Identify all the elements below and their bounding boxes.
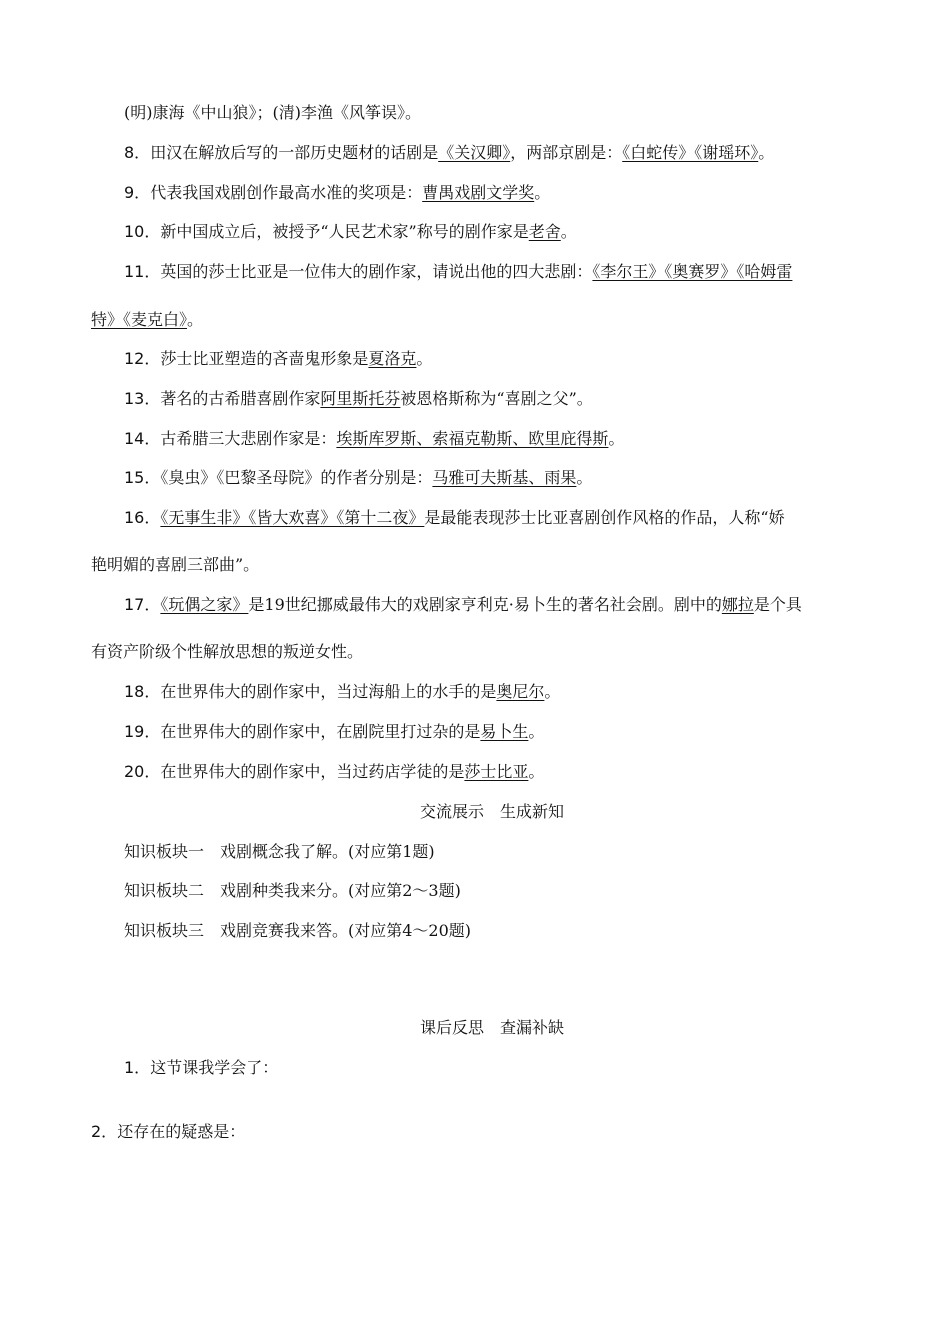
answer-underlined: 老舍 <box>528 222 561 241</box>
paragraph-line-0 <box>124 103 421 123</box>
question-text: 。 <box>534 183 551 202</box>
question-text: 新中国成立后，被授予“人民艺术家”称号的剧作家是 <box>160 222 529 241</box>
question-number: 18． <box>124 682 161 701</box>
answer-underlined: 《关汉卿》 <box>438 143 511 162</box>
question-9 <box>124 183 550 203</box>
question-text: 。 <box>544 682 561 701</box>
reflection-question-1 <box>124 1058 278 1078</box>
question-17-continued <box>91 642 363 662</box>
question-text: 代表我国戏剧创作最高水准的奖项是： <box>150 183 423 202</box>
question-number: 14． <box>124 429 161 448</box>
question-text: 是19世纪挪威最伟大的戏剧家亨利克·易卜生的著名社会剧。剧中的 <box>248 595 722 614</box>
question-text: 。 <box>560 222 577 241</box>
question-13 <box>124 389 593 409</box>
question-17 <box>124 595 802 615</box>
answer-underlined: 娜拉 <box>721 595 754 614</box>
question-number: 13． <box>124 389 161 408</box>
answer-underlined: 莎士比亚 <box>464 762 529 781</box>
question-text: 。 <box>758 143 775 162</box>
answer-underlined: 《无事生非》《皆大欢喜》《第十二夜》 <box>160 508 425 527</box>
question-number: 10． <box>124 222 161 241</box>
question-text: 艳明媚的喜剧三部曲”。 <box>91 555 260 574</box>
question-text: 还存在的疑惑是： <box>117 1122 246 1141</box>
answer-underlined: 《李尔王》《奥赛罗》《哈姆雷 <box>592 262 793 281</box>
question-text: 在世界伟大的剧作家中，当过药店学徒的是 <box>160 762 465 781</box>
question-number: 19． <box>124 722 161 741</box>
question-text: 。 <box>576 468 593 487</box>
question-text: 古希腊三大悲剧作家是： <box>160 429 337 448</box>
question-number: 1． <box>124 1058 151 1077</box>
question-number: 16． <box>124 508 161 527</box>
question-16 <box>124 508 785 528</box>
question-text: 。 <box>528 762 545 781</box>
question-number: 9． <box>124 183 151 202</box>
answer-underlined: 曹禺戏剧文学奖 <box>422 183 535 202</box>
answer-underlined: 易卜生 <box>480 722 529 741</box>
question-10 <box>124 222 577 242</box>
question-number: 17． <box>124 595 161 614</box>
question-12 <box>124 349 432 369</box>
question-15 <box>124 468 592 488</box>
line-text: (明)康海《中山狼》；(清)李渔《风筝误》。 <box>124 103 421 122</box>
question-text: 被恩格斯称为“喜剧之父”。 <box>400 389 593 408</box>
question-number: 8． <box>124 143 151 162</box>
question-text: 在世界伟大的剧作家中，在剧院里打过杂的是 <box>160 722 481 741</box>
knowledge-block-2: 知识板块二 戏剧种类我来分。(对应第2～3题) <box>124 881 461 900</box>
question-number: 20． <box>124 762 161 781</box>
question-text: ，两部京剧是： <box>510 143 623 162</box>
question-20 <box>124 762 544 782</box>
question-16-continued <box>91 555 259 575</box>
question-18 <box>124 682 560 702</box>
answer-underlined: 特》《麦克白》 <box>91 310 188 329</box>
question-19 <box>124 722 544 742</box>
question-14 <box>124 429 624 449</box>
question-number: 15． <box>124 468 161 487</box>
knowledge-block-1: 知识板块一 戏剧概念我了解。(对应第1题) <box>124 842 435 861</box>
answer-underlined: 马雅可夫斯基、雨果 <box>432 468 577 487</box>
question-11 <box>124 262 792 282</box>
question-text: 。 <box>187 310 204 329</box>
question-text: 莎士比亚塑造的吝啬鬼形象是 <box>160 349 369 368</box>
answer-underlined: 奥尼尔 <box>496 682 545 701</box>
answer-underlined: 《玩偶之家》 <box>160 595 249 614</box>
question-text: 是个具 <box>753 595 802 614</box>
question-11-continued <box>91 310 203 330</box>
section-heading-exchange: 交流展示 生成新知 <box>419 802 564 821</box>
question-text: 是最能表现莎士比亚喜剧创作风格的作品，人称“娇 <box>424 508 785 527</box>
question-number: 12． <box>124 349 161 368</box>
answer-underlined: 阿里斯托芬 <box>320 389 401 408</box>
answer-underlined: 埃斯库罗斯、索福克勒斯、欧里庇得斯 <box>336 429 609 448</box>
question-text: 这节课我学会了： <box>150 1058 279 1077</box>
question-text: 。 <box>416 349 433 368</box>
question-text: 田汉在解放后写的一部历史题材的话剧是 <box>150 143 439 162</box>
knowledge-block-3: 知识板块三 戏剧竞赛我来答。(对应第4～20题) <box>124 921 472 940</box>
question-text: 英国的莎士比亚是一位伟大的剧作家，请说出他的四大悲剧： <box>160 262 593 281</box>
question-8 <box>124 143 774 163</box>
answer-underlined: 《白蛇传》《谢瑶环》 <box>622 143 759 162</box>
question-number: 11． <box>124 262 161 281</box>
question-text: 。 <box>608 429 625 448</box>
section-heading-reflection: 课后反思 查漏补缺 <box>419 1018 564 1037</box>
question-number: 2． <box>91 1122 118 1141</box>
question-text: 在世界伟大的剧作家中，当过海船上的水手的是 <box>160 682 497 701</box>
question-text: 有资产阶级个性解放思想的叛逆女性。 <box>91 642 364 661</box>
question-text: 《臭虫》《巴黎圣母院》的作者分别是： <box>160 468 433 487</box>
question-text: 。 <box>528 722 545 741</box>
reflection-question-2 <box>91 1122 245 1142</box>
question-text: 著名的古希腊喜剧作家 <box>160 389 321 408</box>
answer-underlined: 夏洛克 <box>368 349 417 368</box>
